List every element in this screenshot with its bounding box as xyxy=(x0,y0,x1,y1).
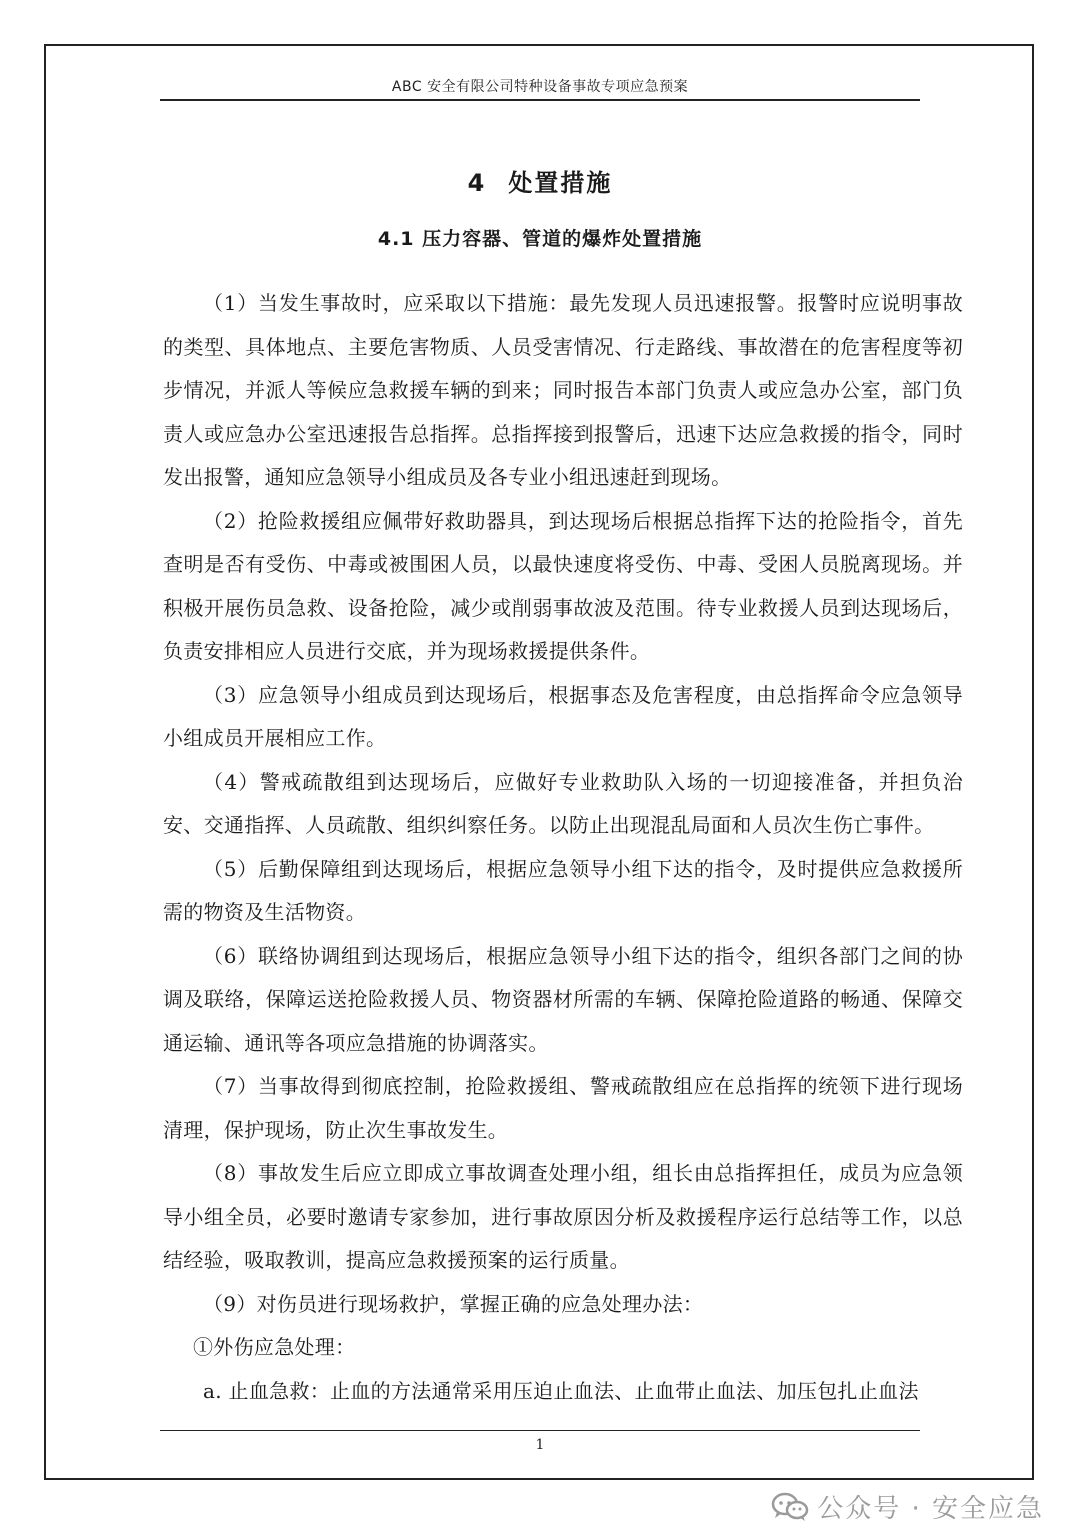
footer-divider xyxy=(160,1430,920,1431)
header-divider xyxy=(160,99,920,101)
watermark xyxy=(771,1488,1044,1525)
paragraph-4: （4）警戒疏散组到达现场后，应做好专业救助队入场的一切迎接准备，并担负治安、交通指挥、人员疏散、组织纠察任务。以防止出现混乱局面和人员次生伤亡事件。 xyxy=(163,769,963,837)
paragraph-2: （2）抢险救援组应佩带好救助器具，到达现场后根据总指挥下达的抢险指令，首先查明是否有受伤、中毒或被围困人员，以最快速度将受伤、中毒、受困人员脱离现场。并积极开展伤员急救、设备抢险，减少或削弱事故波及范围。待专业救援人员到达现场后，负责安排相应人员进行交底，并为现场救援提供条件。 xyxy=(163,508,963,663)
chapter-number: 4 xyxy=(467,169,487,197)
chapter-title xyxy=(160,163,920,198)
paragraph-1: （1）当发生事故时，应采取以下措施：最先发现人员迅速报警。报警时应说明事故的类型、具体地点、主要危害物质、人员受害情况、行走路线、事故潜在的危害程度等初步情况，并派人等候应急救援车辆的到来；同时报告本部门负责人或应急办公室，部门负责人或应急办公室迅速报告总指挥。总指挥接到报警后，迅速下达应急救援的指令，同时发出报警，通知应急领导小组成员及各专业小组迅速赶到现场。 xyxy=(163,291,963,489)
paragraph-8: （8）事故发生后应立即成立事故调查处理小组，组长由总指挥担任，成员为应急领导小组全员，必要时邀请专家参加，进行事故原因分析及救援程序运行总结等工作，以总结经验，吸取教训，提高应急救援预案的运行质量。 xyxy=(163,1161,963,1272)
document-header: ABC 安全有限公司特种设备事故专项应急预案 xyxy=(391,79,689,95)
chapter-title-text: 处置措施 xyxy=(508,169,613,197)
watermark-text: 公众号 · 安全应急 xyxy=(817,1494,1044,1524)
paragraph-5: （5）后勤保障组到达现场后，根据应急领导小组下达的指令，及时提供应急救援所需的物资及生活物资。 xyxy=(163,856,963,924)
paragraph-6: （6）联络协调组到达现场后，根据应急领导小组下达的指令，组织各部门之间的协调及联络，保障运送抢险救援人员、物资器材所需的车辆、保障抢险道路的畅通、保障交通运输、通讯等各项应急措施的协调落实。 xyxy=(163,943,963,1055)
paragraph-9: （9）对伤员进行现场救护，掌握正确的应急处理办法： xyxy=(203,1291,704,1316)
wechat-icon xyxy=(771,1491,809,1523)
document-body xyxy=(163,282,963,1413)
sub-item-heading: ①外伤应急处理： xyxy=(193,1335,356,1359)
page-number: 1 xyxy=(535,1437,545,1453)
section-title: 4.1 压力容器、管道的爆炸处置措施 xyxy=(377,228,703,250)
paragraph-3: （3）应急领导小组成员到达现场后，根据事态及危害程度，由总指挥命令应急领导小组成员开展相应工作。 xyxy=(163,682,963,750)
sub-sub-item: a. 止血急救：止血的方法通常采用压迫止血法、止血带止血法、加压包扎止血法 xyxy=(203,1378,919,1403)
paragraph-7: （7）当事故得到彻底控制，抢险救援组、警戒疏散组应在总指挥的统领下进行现场清理，保护现场，防止次生事故发生。 xyxy=(163,1074,963,1142)
